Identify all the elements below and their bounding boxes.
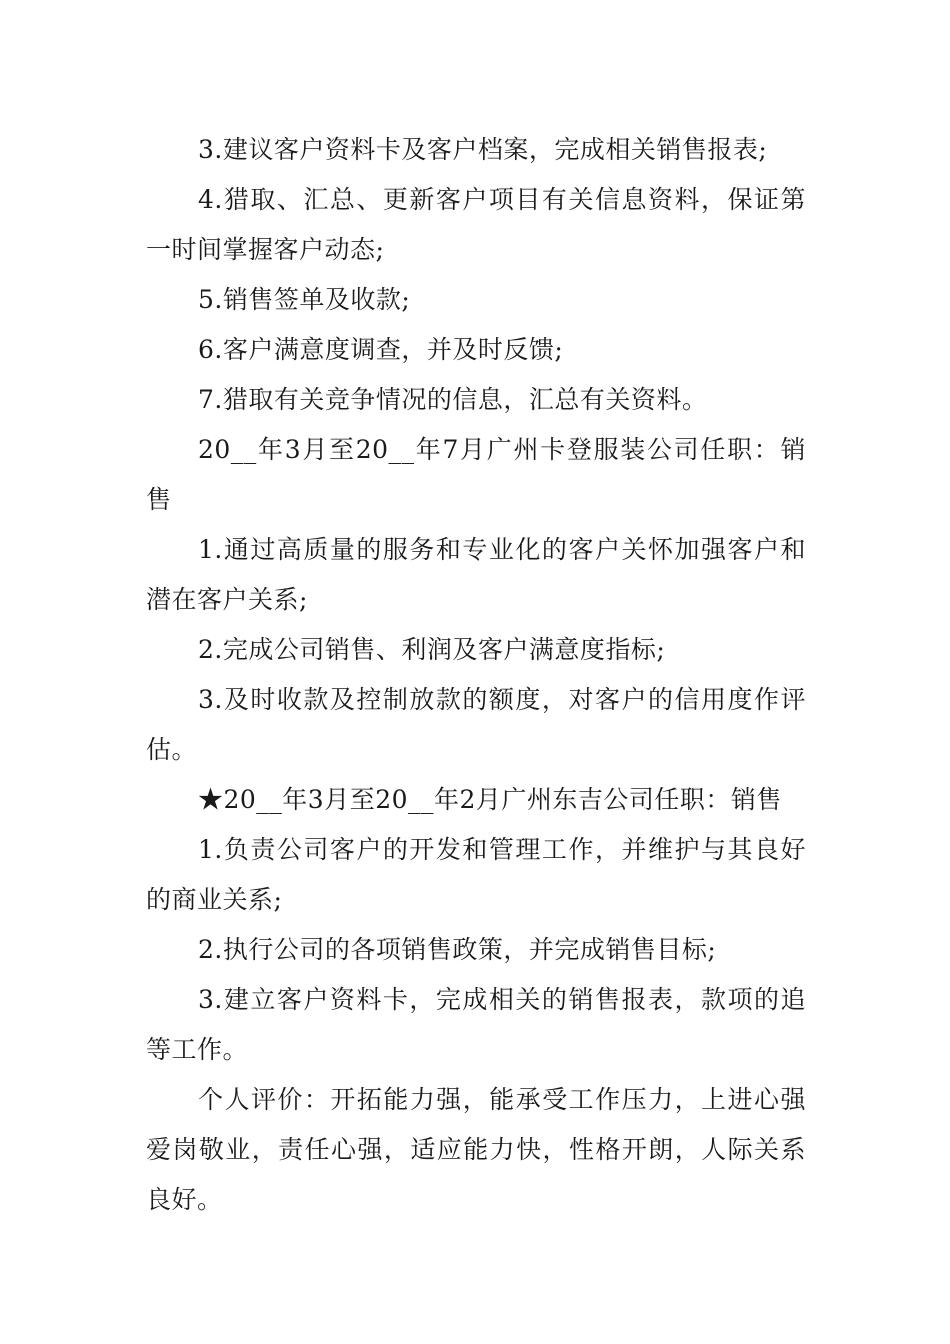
- job-heading-dongji: ★20__年3月至20__年2月广州东吉公司任职：销售: [198, 785, 782, 814]
- paragraph-item-3-client-cards: 3.建立客户资料卡，完成相关的销售报表，款项的追等工作。: [146, 985, 806, 1064]
- self-evaluation: 个人评价：开拓能力强，能承受工作压力，上进心强爱岗敬业，责任心强，适应能力快，性格开朗，人际关系良好。: [146, 1085, 806, 1214]
- paragraph-item-3-client-files: 3.建议客户资料卡及客户档案，完成相关销售报表;: [198, 135, 768, 164]
- paragraph-item-6-satisfaction-survey: 6.客户满意度调查，并及时反馈;: [198, 335, 564, 364]
- document-body: [146, 125, 806, 1225]
- paragraph-item-1-service: 1.通过高质量的服务和专业化的客户关怀加强客户和潜在客户关系;: [146, 535, 806, 614]
- paragraph-item-3-collections: 3.及时收款及控制放款的额度，对客户的信用度作评估。: [146, 685, 806, 764]
- paragraph-item-1-client-development: 1.负责公司客户的开发和管理工作，并维护与其良好的商业关系;: [146, 835, 806, 914]
- job-heading-kadeng: 20__年3月至20__年7月广州卡登服装公司任职：销售: [146, 435, 806, 514]
- paragraph-item-2-sales-policy: 2.执行公司的各项销售政策，并完成销售目标;: [198, 935, 717, 964]
- paragraph-item-2-targets: 2.完成公司销售、利润及客户满意度指标;: [198, 635, 666, 664]
- paragraph-item-7-competition-info: 7.猎取有关竞争情况的信息，汇总有关资料。: [198, 385, 708, 414]
- paragraph-item-5-sales-signing: 5.销售签单及收款;: [198, 285, 411, 314]
- paragraph-item-4-client-info: 4.猎取、汇总、更新客户项目有关信息资料，保证第一时间掌握客户动态;: [146, 185, 806, 264]
